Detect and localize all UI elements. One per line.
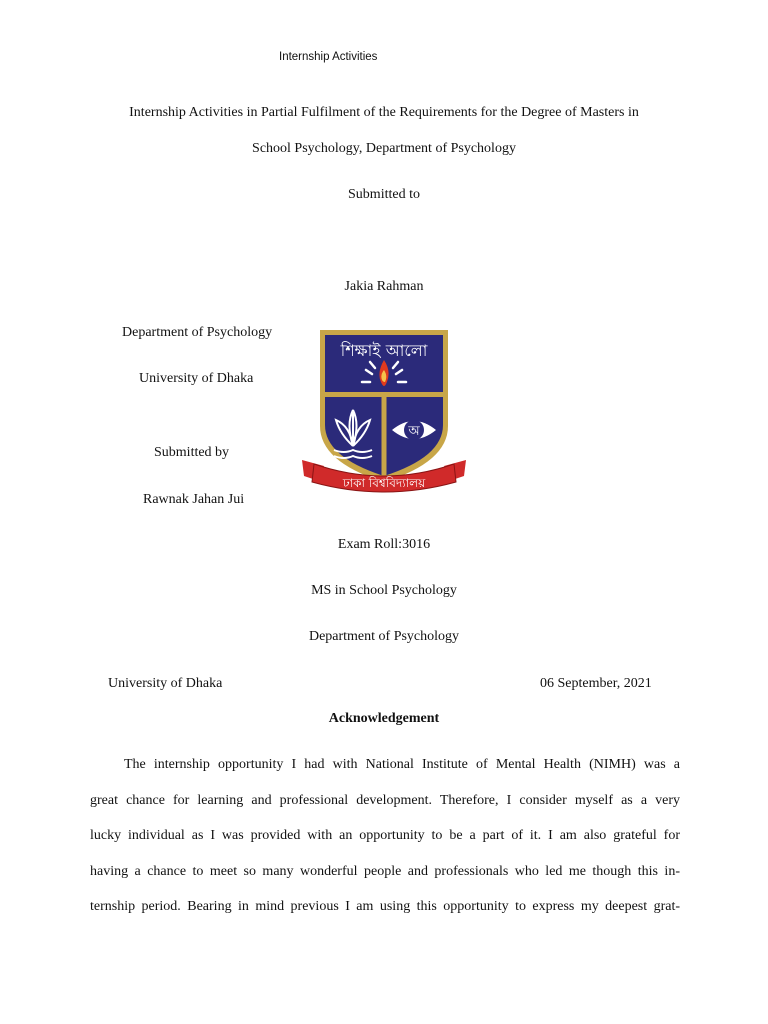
paragraph-line: The internship opportunity I had with National Institute of Mental Health (NIMH) was a [124,757,680,772]
student-department: Department of Psychology [308,629,460,644]
acknowledgement-paragraph [90,747,680,925]
title-line-2: School Psychology, Department of Psychology [252,141,516,156]
submitted-by-label: Submitted by [154,445,230,460]
supervisor-name: Jakia Rahman [344,279,424,294]
submitted-to-label: Submitted to [348,187,420,202]
paragraph-line: lucky individual as I was provided with an opportunity to be a part of it. I am also grateful for [90,828,680,843]
paragraph-line: great chance for learning and professional development. Therefore, I consider myself as a very [90,792,680,808]
svg-text:অ: অ [408,424,420,439]
supervisor-university: University of Dhaka [139,371,254,386]
running-header: Internship Activities [279,51,378,63]
paragraph-line: ternship period. Bearing in mind previous I am using this opportunity to express my deepest grat- [90,899,680,914]
exam-roll: Exam Roll:3016 [337,537,431,552]
title-line-1: Internship Activities in Partial Fulfilment of the Requirements for the Degree of Masters in [129,105,639,120]
crest-banner: ঢাকা বিশ্ববিদ্যালয় [342,476,426,490]
submission-date: 06 September, 2021 [540,676,652,691]
paragraph-line: having a chance to meet so many wonderful people and professionals who led me though this in- [90,863,680,879]
student-name: Rawnak Jahan Jui [143,492,245,507]
program: MS in School Psychology [311,583,457,598]
student-university: University of Dhaka [108,676,223,691]
acknowledgement-heading: Acknowledgement [328,711,440,726]
university-crest-logo [300,326,468,498]
supervisor-department: Department of Psychology [122,325,273,340]
crest-motto: শিক্ষাই আলো [340,341,428,360]
